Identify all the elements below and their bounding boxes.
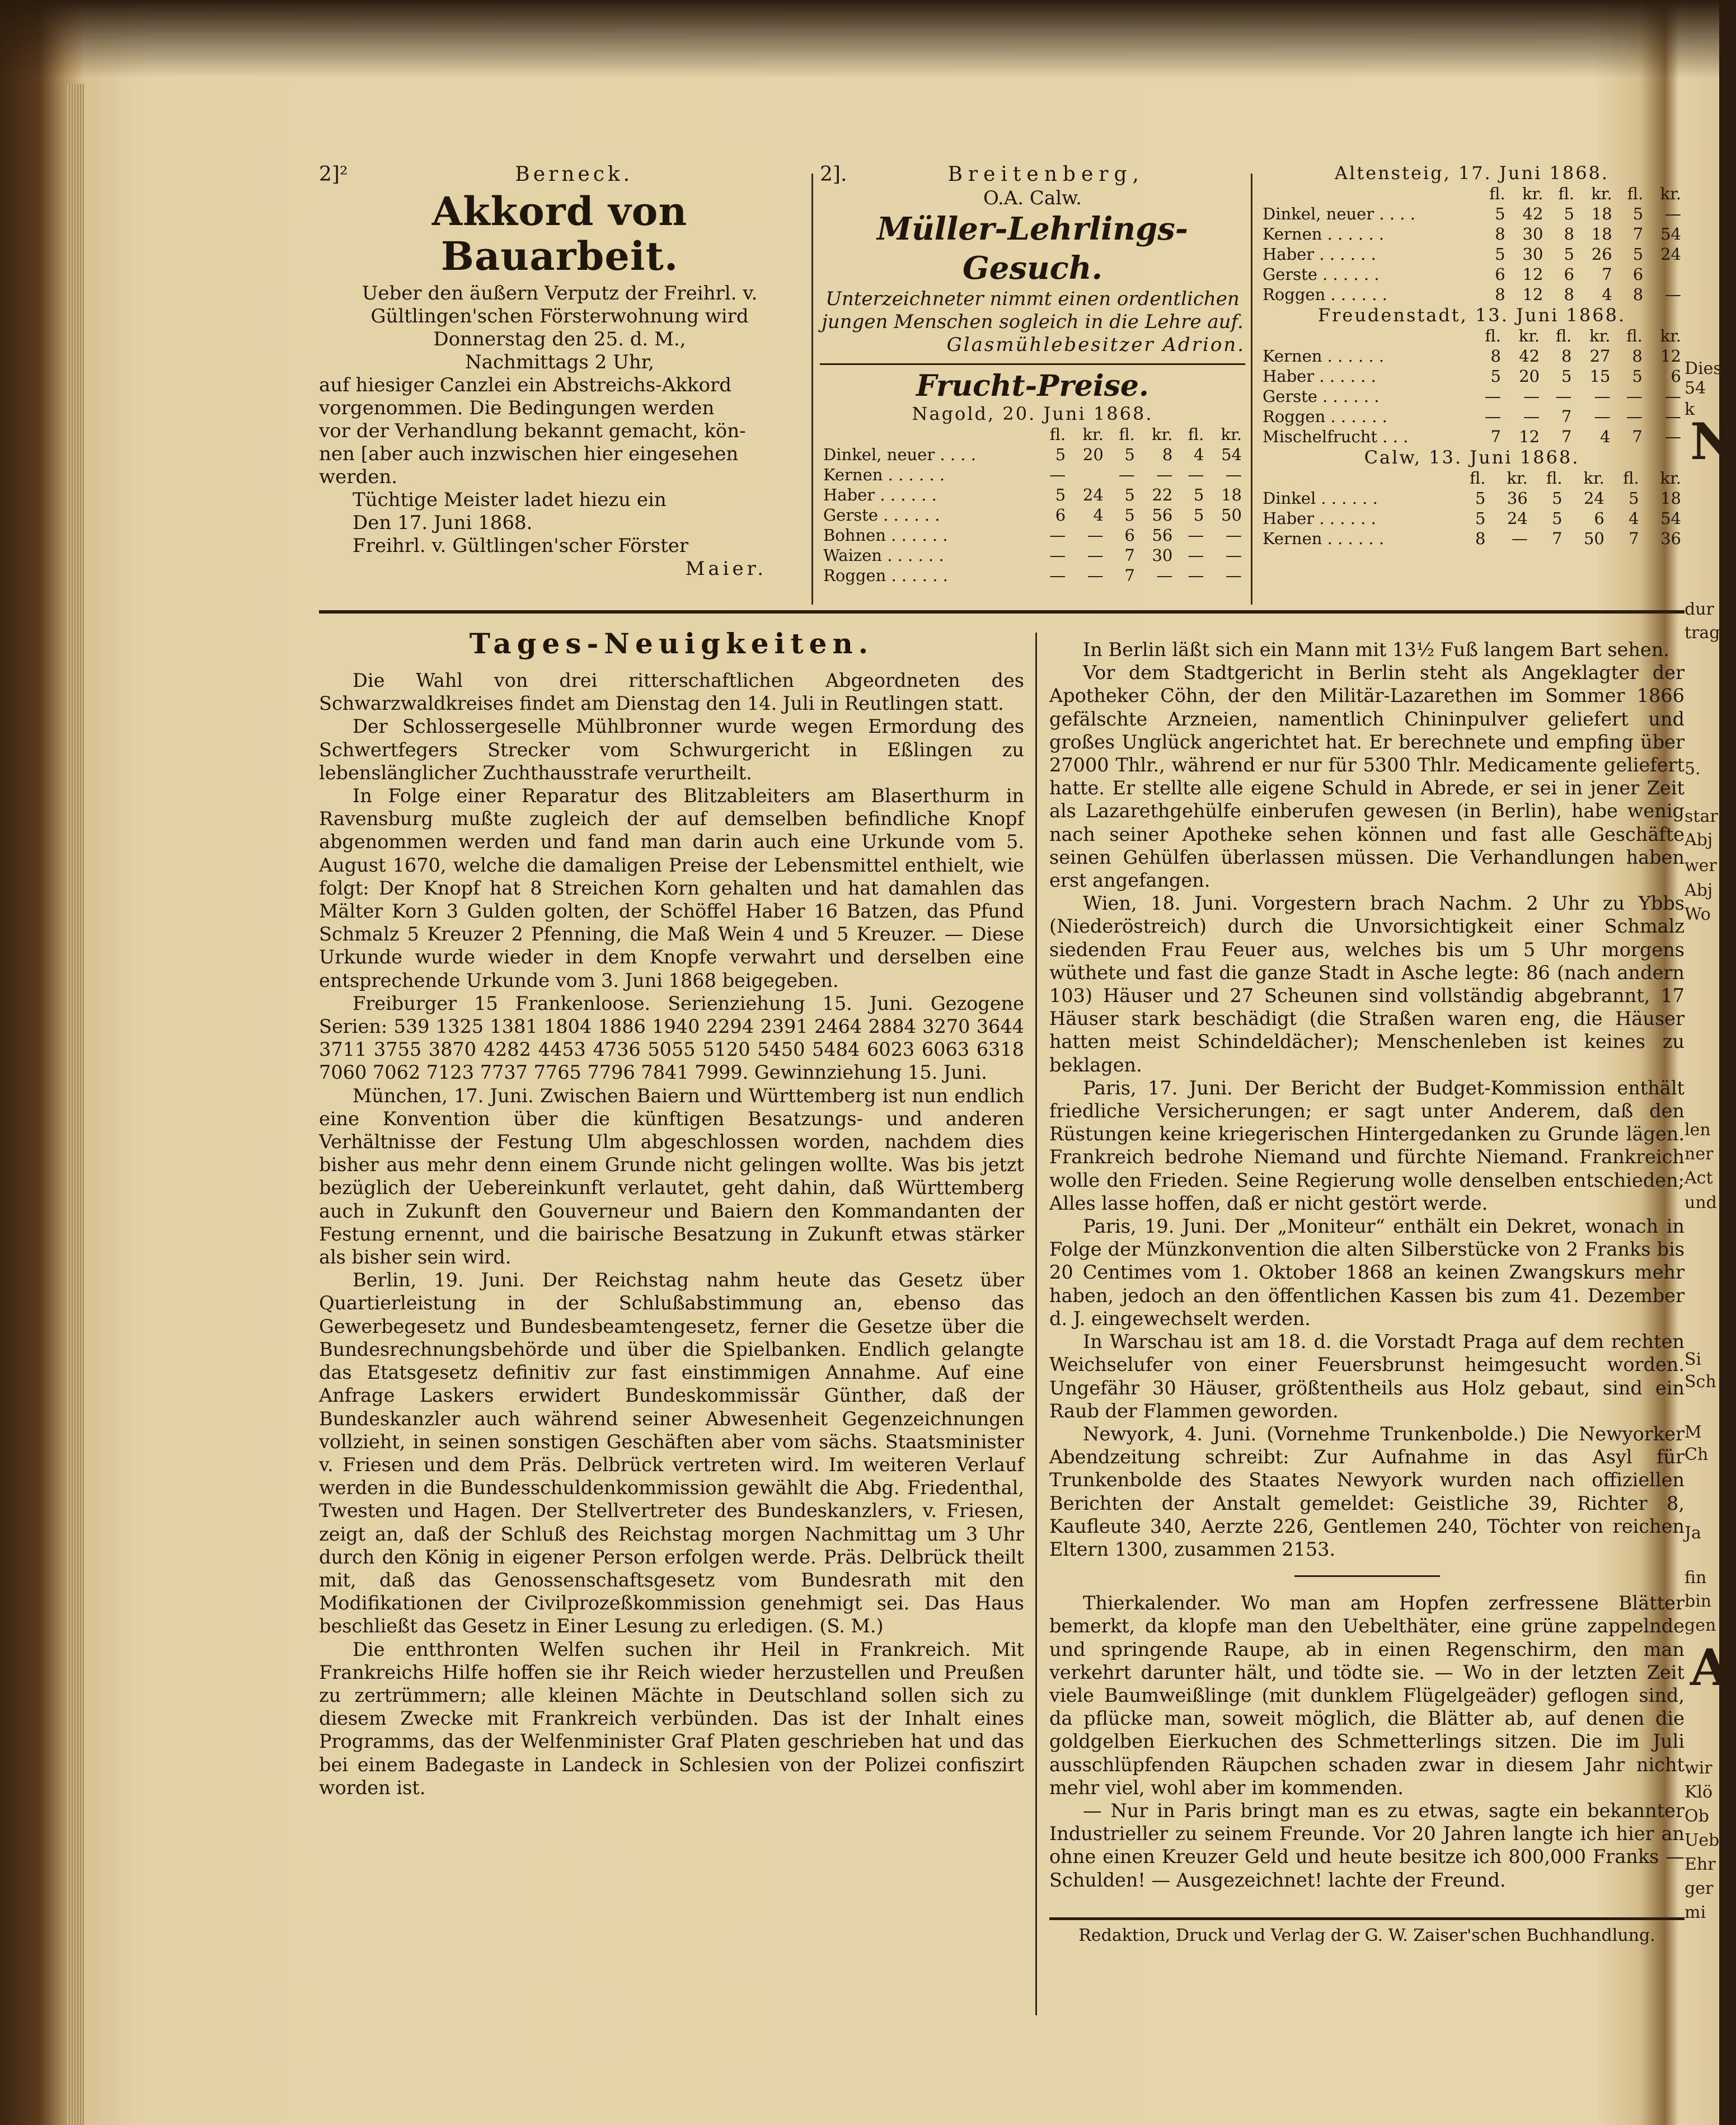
ad-line: Glasmühlebesitzer Adrion. — [946, 334, 1245, 356]
price-row — [1259, 204, 1685, 224]
facing-fragment: Ch — [1685, 1445, 1709, 1464]
price-value: — — [1188, 465, 1204, 484]
ad-line: Nachmittags 2 Uhr, — [465, 351, 654, 373]
price-unit: kr. — [1660, 469, 1681, 488]
ad-line: nen [aber auch inzwischen hier eingesehen — [319, 443, 739, 465]
price-value: 5 — [1552, 509, 1563, 528]
price-value: 5 — [1475, 509, 1486, 528]
price-value: 24 — [1507, 509, 1528, 528]
price-cell — [1259, 326, 1472, 346]
price-value: — — [1156, 465, 1173, 484]
price-value — [1069, 465, 1107, 485]
facing-fragment: Sch — [1685, 1372, 1716, 1392]
price-value: — — [1626, 387, 1643, 406]
price-value: 5 — [1193, 505, 1204, 525]
price-grain: Roggen . . . . . . — [1263, 407, 1387, 426]
news-paragraph: Vor dem Stadtgericht in Berlin steht als Angeklagter der Apotheker Cöhn, der den Militär-Lazarethen im Sommer 1866 gefälschte Arzneien, namentlich Chininpulver geliefert und großes Unglück angerichtet hat. Er berechnete und empfing über 27000 Thlr., während er nur für 5300 Thlr. Medicamente geliefert hatte. Er stellte alle eigene Schuld in Abrede, er sei in jener Zeit als Lazarethgehülfe einberufen gewesen (in Berlin), habe wenig nach seiner Apotheke sehen können und fast alle Geschäfte seinen Gehülfen überlassen müssen. Die Verhandlungen haben erst angefangen. — [1049, 662, 1685, 892]
price-units-row — [1259, 468, 1685, 488]
ad-line: jungen Menschen sogleich in die Lehre auf. — [822, 311, 1244, 333]
price-value: — — [1626, 407, 1643, 426]
price-grain: Kernen . . . . . . — [1263, 529, 1385, 548]
price-grain: Kernen . . . . . . — [1263, 347, 1385, 366]
facing-fragment: Si — [1685, 1350, 1702, 1369]
price-grain: Dinkel . . . . . . — [1263, 489, 1378, 508]
price-value: 30 — [1152, 546, 1173, 565]
price-value: — — [1665, 427, 1681, 446]
facing-fragment: mi — [1685, 1903, 1706, 1922]
top-section-rule — [319, 610, 1685, 614]
price-unit: fl. — [1469, 469, 1486, 488]
news-paragraph: Wien, 18. Juni. Vorgestern brach Nachm. 2 Uhr zu Ybbs (Niederöstreich) durch die Unvorsichtigkeit einer Schmalz siedenden Frau Feuer aus, welches bis um 5 Uhr morgens wüthete und fast die ganze Stadt in Asche legte: 86 (nach andern 103) Häuser und 27 Scheunen sind vollständig abgebrannt, 17 Häuser stark beschädigt (die Straßen waren eng, die Häuser hatten meist Schindeldächer); Menschenleben ist keines zu beklagen. — [1049, 892, 1685, 1076]
price-value: — — [1484, 407, 1501, 426]
price-value: — — [1188, 546, 1204, 565]
price-table-freudenstadt — [1259, 326, 1685, 447]
price-value: — — [1665, 285, 1681, 304]
price-grain: Gerste . . . . . . — [823, 505, 940, 525]
price-value: — — [1049, 465, 1066, 484]
facing-fragment: trag — [1685, 623, 1720, 643]
price-row — [1259, 406, 1685, 427]
price-value: 5 — [1552, 489, 1563, 508]
price-value: 6 — [1055, 505, 1066, 525]
price-row — [1259, 366, 1685, 386]
price-value: — — [1226, 465, 1242, 484]
price-value: 6 — [1124, 526, 1135, 545]
price-value: 20 — [1519, 367, 1540, 386]
price-value: 6 — [1495, 265, 1505, 284]
ad-title: Akkord von Bauarbeit. — [431, 188, 688, 279]
price-value: — — [1484, 387, 1501, 406]
facing-fragment: 5. — [1685, 759, 1701, 779]
divider — [1294, 1575, 1440, 1577]
price-value: 5 — [1495, 245, 1505, 264]
ad-line: Unterzeichneter nimmt einen ordentlichen — [825, 288, 1240, 310]
ad-title: Müller-Lehrlings-Gesuch. — [876, 210, 1189, 287]
price-unit: fl. — [1049, 425, 1066, 444]
price-value: — — [1087, 566, 1104, 585]
price-head-altensteig: Altensteig, 17. Juni 1868. — [1334, 162, 1610, 184]
price-value: 24 — [1660, 245, 1681, 264]
book-page-edges — [67, 84, 84, 2125]
news-paragraph: In Berlin läßt sich ein Mann mit 13½ Fuß langem Bart sehen. — [1083, 639, 1669, 661]
price-value: 30 — [1522, 224, 1543, 244]
price-grain: Roggen . . . . . . — [1263, 285, 1387, 304]
ad-line: Ueber den äußern Verputz der Freihrl. v. — [362, 282, 758, 305]
price-value: — — [1226, 566, 1242, 585]
news-paragraph: Die Wahl von drei ritterschaftlichen Abgeordneten des Schwarzwaldkreises findet am Dienstag den 14. Juli in Reutlingen statt. — [319, 670, 1024, 715]
price-grain: Haber . . . . . . — [1263, 509, 1376, 528]
price-value: 8 — [1495, 224, 1505, 244]
price-value: 4 — [1193, 445, 1204, 464]
ad-place: Breitenberg, — [947, 163, 1144, 186]
price-value: 54 — [1660, 224, 1681, 244]
price-unit: fl. — [1627, 184, 1644, 203]
price-units-row — [1259, 326, 1685, 346]
price-value: 5 — [1475, 489, 1486, 508]
price-value: — — [1049, 526, 1066, 545]
price-value: 6 — [1564, 265, 1574, 284]
price-value: 15 — [1589, 367, 1611, 386]
price-value: 36 — [1660, 529, 1681, 548]
facing-fragment: Ja — [1685, 1523, 1701, 1543]
news-paragraph: München, 17. Juni. Zwischen Baiern und Württemberg ist nun endlich eine Konvention über die künftigen Besatzungs- und anderen Verhältnisse der Festung Ulm abgeschlossen worden, nachdem dies bisher aus mehr denn einem Grunde nicht gelingen wollte. Was bis jetzt bezüglich der Uebereinkunft verlautet, geht dahin, daß Württemberg auch in Zukunft den Gouverneur und Baiern den Kommandanten der Festung ernennt, und die bairische Besatzung in Zukunft etwas stärker als bisher sein wird. — [319, 1084, 1024, 1269]
ad-breitenberg — [820, 162, 1245, 586]
ad-line: Donnerstag den 25. d. M., — [433, 328, 686, 350]
price-value: — — [1226, 546, 1242, 565]
ad-line: werden. — [319, 466, 398, 488]
price-row — [1259, 224, 1685, 244]
price-row — [820, 444, 1245, 465]
facing-fragment: bin — [1685, 1592, 1712, 1611]
price-value: 7 — [1629, 529, 1639, 548]
price-units-row — [1259, 184, 1685, 204]
price-grain: Haber . . . . . . — [1263, 245, 1376, 264]
ad-line: vor der Verhandlung bekannt gemacht, kön- — [319, 420, 746, 442]
price-value: 24 — [1082, 485, 1104, 504]
price-value: 7 — [1561, 407, 1572, 426]
price-value: 18 — [1660, 489, 1681, 508]
price-row — [820, 525, 1245, 545]
price-row — [820, 565, 1245, 586]
price-grain: Dinkel, neuer . . . . — [823, 445, 976, 464]
price-value: 8 — [1632, 347, 1643, 366]
facing-fragment: 54 k — [1685, 378, 1706, 419]
price-value: 24 — [1583, 489, 1604, 508]
price-value: 18 — [1591, 204, 1612, 223]
price-value: 5 — [1193, 485, 1204, 504]
price-row — [1259, 528, 1685, 549]
column-divider — [1035, 633, 1037, 2015]
facing-fragment: Klö — [1685, 1782, 1713, 1802]
price-unit: kr. — [1221, 425, 1242, 444]
price-value: — — [1156, 566, 1173, 585]
price-value: 8 — [1162, 445, 1173, 464]
price-value: 12 — [1660, 347, 1681, 366]
price-value: 50 — [1221, 505, 1242, 525]
price-value: 26 — [1591, 245, 1612, 264]
news-paragraph: Newyork, 4. Juni. (Vornehme Trunkenbolde.) Die Newyorker Abendzeitung schreibt: Zur Aufnahme in das Asyl für Trunkenbolde des Staates Newyork wurden nach offiziellen Berichten der Anstalt gemeldet: Geistliche 39, Richter 8, Kaufleute 340, Aerzte 226, Gentlemen 240, Töchter von reichen Eltern 1300, zusammen 2153. — [1049, 1422, 1685, 1560]
news-right-column — [1049, 638, 1685, 1945]
facing-fragment: und — [1685, 1193, 1717, 1213]
price-value: — — [1665, 407, 1681, 426]
news-paragraph: In Warschau ist am 18. d. die Vorstadt Praga auf dem rechten Weichselufer von einer Feuersbrunst heimgesucht worden. Ungefähr 30 Häuser, größtentheils aus Holz gebaut, sind ein Raub der Flammen geworden. — [1049, 1331, 1685, 1422]
price-value: — — [1226, 526, 1242, 545]
price-value: 4 — [1629, 509, 1639, 528]
price-unit: kr. — [1660, 326, 1681, 345]
facing-fragment: Abj — [1685, 881, 1713, 900]
price-unit: fl. — [1555, 326, 1572, 345]
price-value: 7 — [1602, 265, 1612, 284]
ad-line: Tüchtige Meister ladet hiezu ein — [353, 489, 667, 511]
divider — [820, 363, 1245, 365]
news-heading: Tages-Neuigkeiten. — [469, 627, 874, 660]
ad-number: 2]. — [820, 163, 847, 186]
facing-fragment: A — [1690, 1638, 1729, 1697]
price-value: — — [1087, 546, 1104, 565]
price-value: 5 — [1629, 489, 1639, 508]
price-value: 12 — [1522, 265, 1543, 284]
price-row — [1259, 346, 1685, 366]
price-value: 5 — [1124, 505, 1135, 525]
news-paragraph: In Folge einer Reparatur des Blitzableiters am Blaserthurm in Ravensburg mußte zugleich der auf demselben befindliche Knopf abgenommen werden und fand man darin auch eine Urkunde vom 5. August 1670, welche die damaligen Preise der Lebensmittel enthielt, wie folgt: Der Knopf hat 8 Streichen Korn gehalten und hat damahlen das Mälter Korn 3 Gulden golten, der Schöffel Haber 16 Batzen, das Pfund Schmalz 5 Kreuzer 2 Pfenning, die Maß Wein 4 und 5 Kreuzer. — Diese Urkunde wurde wieder in dem Knopfe verwahrt und derselben eine entsprechende Urkunde vom 3. Juni 1868 beigegeben. — [319, 785, 1024, 991]
news-left-column — [319, 627, 1024, 1799]
price-value: 8 — [1495, 285, 1505, 304]
facing-fragment: star — [1685, 807, 1718, 826]
price-value: 18 — [1591, 224, 1612, 244]
news-paragraph: — Nur in Paris bringt man es zu etwas, sagte ein bekannter Industrieller zu seinem Freunde. Vor 20 Jahren langte ich hier an ohne einen Kreuzer Geld und heute besitze ich 800,000 Franks — Schulden! — Ausgezeichnet! lachte der Freund. — [1049, 1799, 1685, 1891]
price-value: — — [1118, 465, 1135, 484]
price-value: 5 — [1632, 367, 1643, 386]
price-value: 20 — [1082, 445, 1104, 464]
column-divider — [1251, 174, 1252, 605]
price-value: 5 — [1564, 204, 1574, 223]
price-unit: kr. — [1151, 425, 1173, 444]
facing-fragment: wer — [1685, 856, 1717, 876]
ad-line: auf hiesiger Canzlei ein Abstreichs-Akkord — [319, 374, 731, 396]
price-value: 7 — [1552, 529, 1563, 548]
price-row — [820, 465, 1245, 485]
news-paragraph: Berlin, 19. Juni. Der Reichstag nahm heute das Gesetz über Quartierleistung in der Schlußabstimmung an, ebenso das Gewerbegesetz und Bundesbeamtengesetz, ferner die Gesetze über die Bundesrechnungsbehörde und über die Spielbanken. Endlich gelangte das Etatsgesetz definitiv zur fast einstimmigen Annahme. Auf eine Anfrage Laskers erwidert Bundeskommissär Günther, daß der Bundeskanzler auch während seiner Abwesenheit Gegenzeichnungen vollzieht, in seinen sonstigen Geschäften aber vom sächs. Staatsminister v. Friesen und dem Präs. Delbrück vertreten wird. Im weiteren Verlauf werden in die Bundesschuldenkommission gewählt die Abg. Friedenthal, Twesten und Hagen. Der Stellvertreter des Bundeskanzlers, v. Friesen, zeigt an, daß der Schluß des Reichstag morgen Nachmittag um 3 Uhr durch den König in eigener Person erfolgen werde. Präs. Delbrück theilt mit, daß das Genossenschaftsgesetz vom Bundesrath mit den Modifikationen der Civilprozeßkommission genehmigt sei. Das Haus beschließt das Gesetz in Einer Lesung zu erledigen. (S. M.) — [319, 1269, 1024, 1637]
price-row — [1259, 488, 1685, 508]
price-cell — [1259, 468, 1455, 488]
price-table-altensteig — [1259, 184, 1685, 305]
price-grain: Roggen . . . . . . — [823, 566, 948, 585]
price-value: 42 — [1519, 347, 1540, 366]
facing-fragment: Ob — [1685, 1806, 1709, 1826]
price-unit: fl. — [1623, 469, 1639, 488]
facing-fragment: Ehr — [1685, 1855, 1716, 1874]
price-row — [1259, 508, 1685, 528]
price-unit: fl. — [1546, 469, 1563, 488]
news-paragraph: Freiburger 15 Frankenloose. Serienziehung 15. Juni. Gezogene Serien: 539 1325 1381 1804 1886 1940 2294 2391 2464 2884 3270 3644 3711 3755 3870 4282 4453 4736 5055 5120 5450 5484 6023 6063 6318 7060 7062 7123 7737 7765 7796 7841 7999. Gewinnziehung 15. Juni. — [319, 992, 1024, 1084]
facing-fragment: len — [1685, 1120, 1711, 1140]
price-value: 8 — [1490, 347, 1501, 366]
facing-fragment: fin — [1685, 1568, 1707, 1588]
price-value: 18 — [1221, 485, 1242, 504]
price-value: — — [1087, 526, 1104, 545]
price-head-freudenstadt: Freudenstadt, 13. Juni 1868. — [1317, 305, 1626, 326]
footer-rule — [1049, 1917, 1685, 1920]
facing-fragment: Abj — [1685, 830, 1713, 850]
price-unit: fl. — [1119, 425, 1135, 444]
price-grain: Waizen . . . . . . — [823, 546, 944, 565]
price-value: — — [1188, 526, 1204, 545]
price-cell — [820, 424, 1038, 444]
price-value: — — [1049, 566, 1066, 585]
facing-fragment: gen — [1685, 1616, 1716, 1635]
price-unit: kr. — [1507, 469, 1528, 488]
price-value: 27 — [1589, 347, 1611, 366]
price-value: — — [1049, 546, 1066, 565]
facing-fragment: wir — [1685, 1758, 1712, 1778]
price-value: 4 — [1600, 427, 1611, 446]
price-value: 5 — [1632, 245, 1644, 264]
price-value: 50 — [1583, 529, 1604, 548]
news-paragraph: Paris, 19. Juni. Der „Moniteur“ enthält ein Dekret, wonach in Folge der Münzkonvention die alten Silberstücke von 2 Franks bis 20 Centimes vom 1. Oktober 1868 an keinen Zwangskurs mehr haben, jedoch an den öffentlichen Kassen bis zum 41. Dezember d. J. eingewechselt werden. — [1049, 1215, 1685, 1330]
news-paragraph: Der Schlossergeselle Mühlbronner wurde wegen Ermordung des Schwertfegers Strecker vom Schwurgericht in Eßlingen zu lebenslänglicher Zuchthausstrafe verurtheilt. — [319, 715, 1024, 784]
price-value: 5 — [1055, 485, 1066, 504]
price-unit: fl. — [1558, 184, 1574, 203]
price-grain: Haber . . . . . . — [823, 485, 937, 504]
price-value: 12 — [1519, 427, 1540, 446]
price-value: — — [1594, 407, 1611, 426]
ad-line: Gültlingen'schen Försterwohnung wird — [370, 305, 749, 327]
ad-place: Berneck. — [515, 163, 634, 186]
price-value: 5 — [1055, 445, 1066, 464]
price-row — [1259, 284, 1685, 305]
price-table-nagold — [820, 424, 1245, 586]
price-unit: kr. — [1660, 184, 1681, 203]
ad-line: Freihrl. v. Gültlingen'scher Förster — [353, 535, 689, 557]
price-value: 5 — [1564, 245, 1574, 264]
price-value: — — [1555, 387, 1572, 406]
price-value: 7 — [1490, 427, 1501, 446]
price-value: 7 — [1124, 546, 1135, 565]
newspaper-page — [84, 67, 1685, 2125]
scan-shadow — [0, 0, 1719, 78]
price-unit: kr. — [1591, 184, 1612, 203]
ad-line: vorgenommen. Die Bedingungen werden — [319, 397, 715, 419]
price-unit: fl. — [1485, 326, 1501, 345]
price-value: — — [1523, 407, 1540, 426]
ad-berneck — [319, 162, 800, 581]
price-value: 7 — [1561, 427, 1572, 446]
price-value: 4 — [1602, 285, 1612, 304]
price-row — [1259, 386, 1685, 406]
price-grain: Kernen . . . . . . — [1263, 224, 1385, 244]
price-value: 42 — [1522, 204, 1543, 223]
price-value: — — [1511, 529, 1528, 548]
price-column-right — [1259, 162, 1685, 549]
price-units-row — [820, 424, 1245, 444]
price-grain: Dinkel, neuer . . . . — [1263, 204, 1415, 223]
price-value: 12 — [1522, 285, 1543, 304]
price-row — [820, 505, 1245, 525]
price-cell — [1259, 184, 1477, 204]
price-unit: fl. — [1626, 326, 1643, 345]
facing-fragment: Act — [1685, 1168, 1713, 1188]
price-value: — — [1665, 387, 1681, 406]
news-paragraph: Paris, 17. Juni. Der Bericht der Budget-Kommission enthält friedliche Versicherungen; er sagt unter Anderem, daß den Rüstungen keine kriegerischen Hintergedanken zu Grunde lägen. Frankreich bedrohe Niemand und fürchte Niemand. Frankreich wolle den Frieden. Seine Regierung wolle denselben entschieden; Alles lasse hoffen, daß er nicht gestört werde. — [1049, 1076, 1685, 1214]
price-value: 8 — [1564, 224, 1574, 244]
price-value: — — [1665, 204, 1681, 223]
price-row — [1259, 244, 1685, 264]
ad-line: Maier. — [685, 558, 767, 580]
price-value: 36 — [1507, 489, 1528, 508]
ad-number: 2]² — [319, 163, 348, 186]
price-value: 5 — [1124, 445, 1135, 464]
price-value: — — [1523, 387, 1540, 406]
price-grain: Gerste . . . . . . — [1263, 265, 1380, 284]
price-value: 7 — [1632, 224, 1644, 244]
price-value — [1646, 264, 1685, 284]
price-value: 7 — [1632, 427, 1643, 446]
price-table-calw — [1259, 468, 1685, 549]
price-value: 54 — [1660, 509, 1681, 528]
facing-fragment: Wo — [1685, 905, 1711, 924]
price-value: 5 — [1561, 367, 1572, 386]
price-grain: Haber . . . . . . — [1263, 367, 1376, 386]
facing-fragment: dur — [1685, 600, 1714, 619]
price-value: 5 — [1495, 204, 1505, 223]
news-paragraph: Die entthronten Welfen suchen ihr Heil in Frankreich. Mit Frankreichs Hilfe hoffen sie ihr Reich wieder herzustellen und Preußen zu zertrümmern; alle kleinen Mächte in Deutschland sollen sich zu diesem Zwecke mit Frankreich verbünden. Das ist der Inhalt eines Programms, das der Welfenminister Graf Platen geschrieben hat und das bei einem Badegaste in Landeck in Schlesien von der Polizei confiszirt worden ist. — [319, 1638, 1024, 1799]
price-unit: kr. — [1589, 326, 1611, 345]
price-value: 6 — [1594, 509, 1604, 528]
facing-fragment: N — [1690, 412, 1736, 471]
ad-district: O.A. Calw. — [983, 187, 1082, 209]
price-value: — — [1594, 387, 1611, 406]
facing-fragment: Dies — [1685, 359, 1722, 378]
price-value: 8 — [1475, 529, 1486, 548]
price-value: 6 — [1671, 367, 1681, 386]
imprint-footer: Redaktion, Druck und Verlag der G. W. Zaiser'schen Buchhandlung. — [1078, 1925, 1655, 1945]
facing-fragment: ner — [1685, 1144, 1714, 1164]
facing-fragment: M — [1685, 1422, 1702, 1442]
price-head-nagold: Nagold, 20. Juni 1868. — [912, 403, 1153, 424]
price-value: 54 — [1221, 445, 1242, 464]
ad-line: Den 17. Juni 1868. — [353, 512, 533, 534]
prices-title: Frucht-Preise. — [916, 369, 1149, 403]
facing-fragment: Ueb — [1685, 1831, 1720, 1850]
price-value: 56 — [1152, 505, 1173, 525]
price-row — [1259, 264, 1685, 284]
price-value: 7 — [1124, 566, 1135, 585]
price-value: — — [1188, 566, 1204, 585]
news-paragraph: Thierkalender. Wo man am Hopfen zerfressene Blätter bemerkt, da klopfe man den Uebelthäter, eine grüne zappelnde und springende Raupe, ab in einen Regenschirm, den man verkehrt darunter hält, und tödte sie. — Wo in der letzten Zeit viele Baumweißlinge (mit dunklem Flügelgeäder) geflogen sind, da pflücke man, soweit möglich, die Blätter ab, auf denen die goldgelben Eierkuchen des Schmetterlings sitzen. Die im Juli ausschlüpfenden Räupchen schaden zwar in diesem Jahr nicht mehr viel, wohl aber im kommenden. — [1049, 1592, 1685, 1799]
price-value: 22 — [1152, 485, 1173, 504]
price-row — [820, 545, 1245, 565]
price-value: 5 — [1632, 204, 1644, 223]
price-value: 6 — [1632, 265, 1644, 284]
price-unit: kr. — [1518, 326, 1540, 345]
price-value: 5 — [1124, 485, 1135, 504]
price-grain: Kernen . . . . . . — [823, 465, 945, 484]
price-grain: Gerste . . . . . . — [1263, 387, 1380, 406]
price-value: 8 — [1564, 285, 1574, 304]
price-row — [1259, 427, 1685, 447]
facing-fragment: ger — [1685, 1879, 1714, 1898]
price-row — [820, 485, 1245, 505]
price-value: 5 — [1490, 367, 1501, 386]
price-value: 56 — [1152, 526, 1173, 545]
price-unit: kr. — [1583, 469, 1604, 488]
price-value: 4 — [1093, 505, 1104, 525]
price-unit: fl. — [1489, 184, 1505, 203]
price-value: 8 — [1561, 347, 1572, 366]
price-unit: fl. — [1188, 425, 1204, 444]
price-grain: Mischelfrucht . . . — [1263, 427, 1409, 446]
price-unit: kr. — [1082, 425, 1104, 444]
price-value: 8 — [1632, 285, 1644, 304]
price-unit: kr. — [1522, 184, 1543, 203]
price-head-calw: Calw, 13. Juni 1868. — [1364, 447, 1580, 468]
column-divider — [811, 174, 813, 605]
price-grain: Bohnen . . . . . . — [823, 526, 948, 545]
price-value: 30 — [1522, 245, 1543, 264]
